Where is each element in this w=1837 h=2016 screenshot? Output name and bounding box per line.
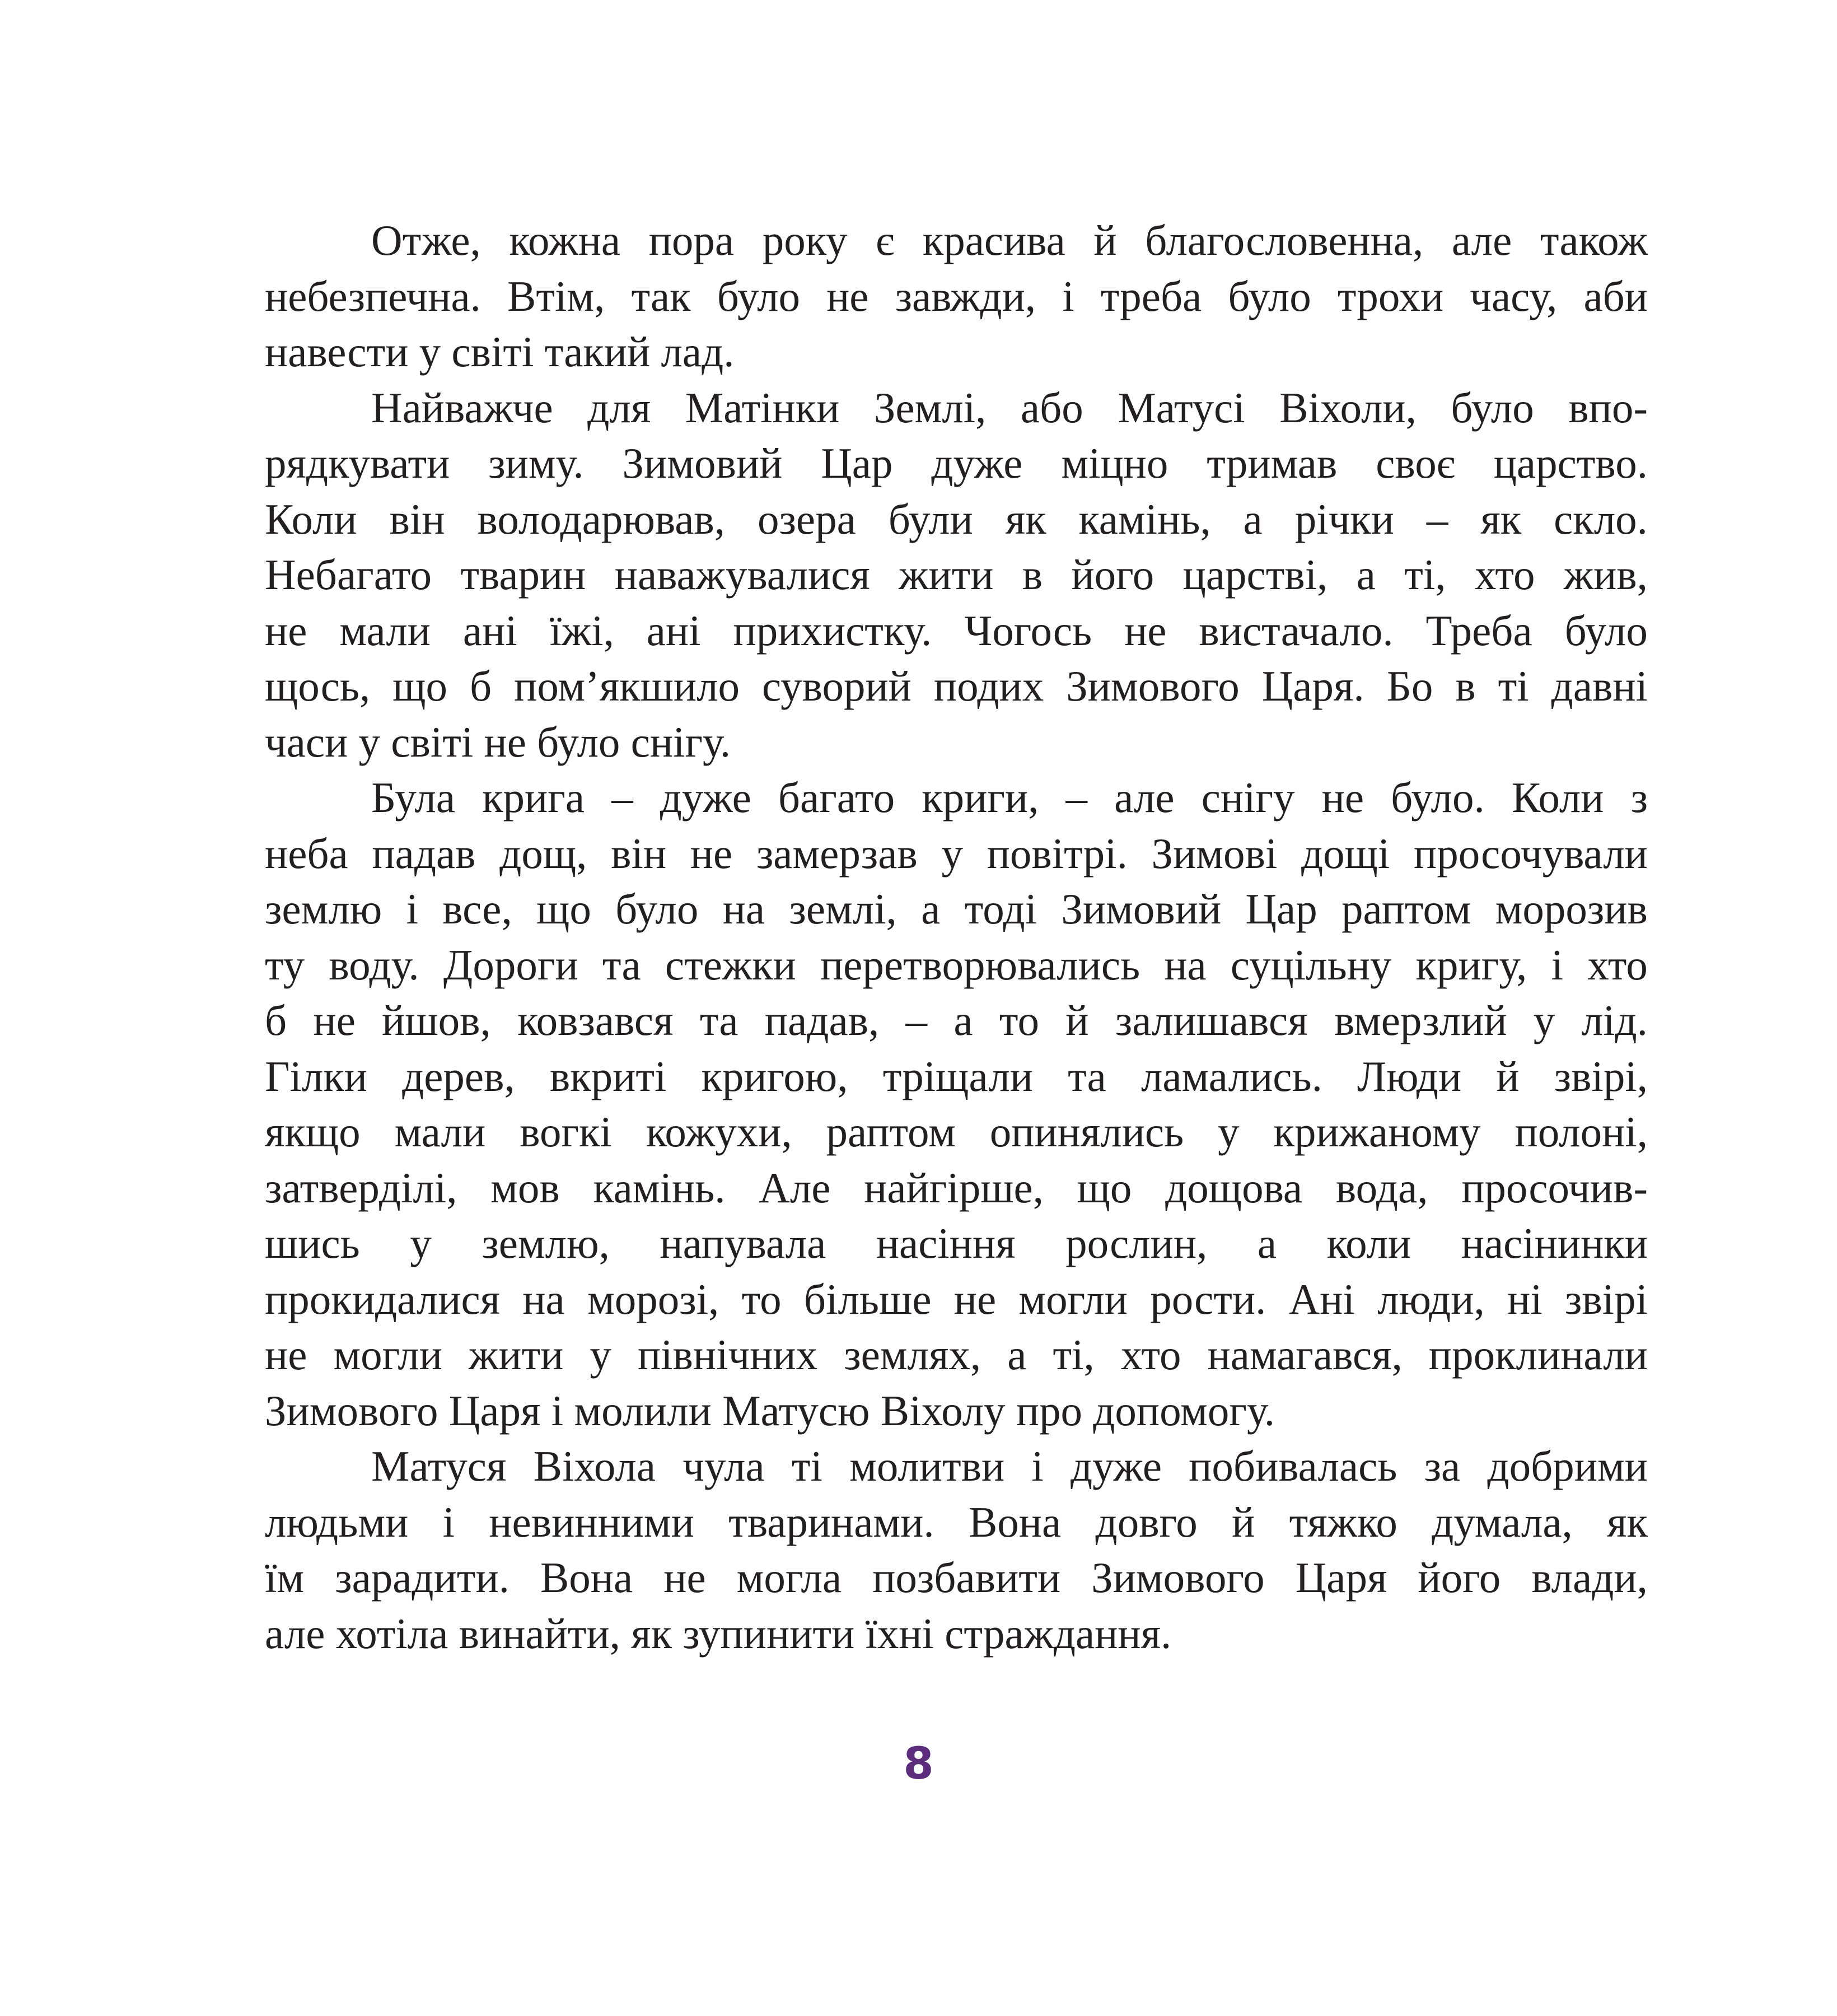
text-line <box>265 1439 1648 1495</box>
word: у <box>941 829 963 878</box>
text-line <box>265 1550 1648 1606</box>
word: тваринами. <box>728 1497 934 1546</box>
word: найгірше, <box>864 1163 1044 1212</box>
word: та <box>699 996 738 1044</box>
word: неба <box>265 829 348 878</box>
word: не <box>1321 773 1364 822</box>
word: й <box>1232 1497 1255 1546</box>
word: Землі, <box>873 383 987 432</box>
word: Але <box>759 1163 831 1212</box>
word: тріщали <box>882 1052 1033 1100</box>
text-line <box>265 993 1648 1049</box>
word: Зимові <box>1151 829 1278 878</box>
word: землю, <box>482 1219 610 1267</box>
word: як <box>1480 494 1522 543</box>
word: раптом <box>826 1108 956 1156</box>
word: що <box>392 662 448 710</box>
word: йшов, <box>382 996 491 1044</box>
word: повітрі. <box>987 829 1128 878</box>
word: подих <box>933 662 1044 710</box>
word: Зимовий <box>1061 885 1222 933</box>
word: перетворювались <box>820 940 1140 989</box>
text-line <box>265 1495 1648 1551</box>
text-line: навести у світі такий лад. <box>265 328 735 376</box>
word: вмерзлий <box>1334 996 1507 1044</box>
text-line <box>265 770 1648 826</box>
word: дерев, <box>402 1052 515 1100</box>
word: побивалась <box>1189 1442 1397 1490</box>
word: наважувалися <box>614 550 870 599</box>
word: залишався <box>1115 996 1308 1044</box>
word: також <box>1540 216 1648 264</box>
word: добрими <box>1487 1442 1648 1490</box>
word: – <box>1065 773 1087 822</box>
word: вистачало. <box>1199 606 1394 655</box>
word: прихистку. <box>733 606 932 655</box>
word: його <box>1071 550 1154 599</box>
text-line <box>265 1327 1648 1383</box>
word: рядкувати <box>265 439 450 487</box>
word: впо- <box>1568 383 1648 432</box>
word: проклинали <box>1428 1331 1648 1379</box>
word: Вона <box>968 1497 1062 1546</box>
text-line: але хотіла винайти, як зупинити їхні страждання. <box>265 1609 1172 1658</box>
word: було <box>615 885 699 933</box>
word: їм <box>265 1553 305 1602</box>
word: людьми <box>265 1497 409 1546</box>
word: аби <box>1583 272 1648 320</box>
word: хто <box>1587 940 1648 989</box>
word: ті, <box>1404 550 1446 599</box>
word: Втім, <box>507 272 605 320</box>
word: міцно <box>1061 439 1168 487</box>
word: його <box>1418 1553 1501 1602</box>
word: і <box>1031 1442 1044 1490</box>
word: Вона <box>540 1553 633 1602</box>
word: падав <box>372 829 476 878</box>
word: а <box>1007 1331 1027 1379</box>
word: кожухи, <box>646 1108 792 1156</box>
word: камінь, <box>1078 494 1211 543</box>
word: насінинки <box>1461 1219 1648 1267</box>
word: жив, <box>1563 550 1648 599</box>
word: що <box>1077 1163 1132 1212</box>
word: мали <box>394 1108 486 1156</box>
word: кожна <box>509 216 621 264</box>
word: було. <box>1391 773 1485 822</box>
word: і <box>1551 940 1563 989</box>
word: – <box>1426 494 1448 543</box>
word: красива <box>922 216 1065 264</box>
word: люди, <box>1377 1275 1485 1323</box>
word: і <box>1062 272 1074 320</box>
word: суцільну <box>1230 940 1392 989</box>
word: благословенна, <box>1145 216 1424 264</box>
word: тяжко <box>1289 1497 1397 1546</box>
word: й <box>1496 1052 1520 1100</box>
word: є <box>876 216 895 264</box>
word: дуже <box>1070 1442 1162 1490</box>
word: Була <box>371 773 456 822</box>
text-line <box>265 380 1648 436</box>
word: у <box>1533 996 1555 1044</box>
word: а <box>1257 1219 1277 1267</box>
word: коли <box>1326 1219 1411 1267</box>
text-line <box>265 213 1648 269</box>
word: ті, <box>1053 1331 1095 1379</box>
word: ту <box>265 940 305 989</box>
word: часу, <box>1470 272 1558 320</box>
word: насіння <box>876 1219 1016 1267</box>
word: вогкі <box>520 1108 612 1156</box>
word: північних <box>637 1331 818 1379</box>
text-line <box>265 1216 1648 1272</box>
word: могли <box>333 1331 442 1379</box>
word: дощова <box>1165 1163 1303 1212</box>
word: якщо <box>265 1108 361 1156</box>
word: Цар <box>821 439 893 487</box>
word: дуже <box>660 773 751 822</box>
word: б <box>470 662 492 710</box>
word: царстві, <box>1182 550 1328 599</box>
text-line <box>265 492 1648 548</box>
word: дощі <box>1301 829 1390 878</box>
word: Зимового <box>1066 662 1240 710</box>
page-number: 8 <box>903 1739 934 1789</box>
word: не <box>1124 606 1167 655</box>
word: звірі <box>1564 1275 1648 1323</box>
word: у <box>1218 1108 1240 1156</box>
word: тоді <box>964 885 1037 933</box>
word: володарював, <box>477 494 726 543</box>
word: не <box>313 996 356 1044</box>
word: озера <box>758 494 856 543</box>
word: падав, <box>764 996 880 1044</box>
word: – <box>611 773 633 822</box>
word: своє <box>1376 439 1455 487</box>
word: як <box>1005 494 1046 543</box>
word: замерзав <box>756 829 918 878</box>
text-line <box>265 436 1648 492</box>
word: було <box>1564 606 1648 655</box>
word: але <box>1451 216 1512 264</box>
word: то <box>741 1275 782 1323</box>
word: не <box>663 1553 706 1602</box>
word: жити <box>469 1331 564 1379</box>
word: раптом <box>1341 885 1471 933</box>
word: але <box>1114 773 1175 822</box>
text-line <box>265 881 1648 937</box>
word: за <box>1424 1442 1461 1490</box>
word: Небагато <box>265 550 432 599</box>
word: думала, <box>1432 1497 1573 1546</box>
word: та <box>602 940 641 989</box>
word: не <box>953 1275 997 1323</box>
word: позбавити <box>872 1553 1061 1602</box>
word: як <box>1607 1497 1648 1546</box>
text-line <box>265 1104 1648 1160</box>
word: Бо <box>1386 662 1433 710</box>
word: снігу <box>1201 773 1295 822</box>
word: шись <box>265 1219 360 1267</box>
word: скло. <box>1554 494 1648 543</box>
word: довго <box>1095 1497 1198 1546</box>
word: тримав <box>1207 439 1338 487</box>
word: царство. <box>1493 439 1648 487</box>
word: камінь. <box>593 1163 726 1212</box>
word: жити <box>899 550 994 599</box>
word: завжди, <box>895 272 1036 320</box>
word: Отже, <box>371 216 481 264</box>
word: Гілки <box>265 1052 367 1100</box>
word: для <box>587 383 651 432</box>
word: річки <box>1294 494 1394 543</box>
word: й <box>1093 216 1117 264</box>
word: пора <box>648 216 735 264</box>
text-line <box>265 1049 1648 1105</box>
text-line <box>265 826 1648 882</box>
word: було <box>1228 272 1311 320</box>
word: ані <box>646 606 701 655</box>
word: Віхола <box>533 1442 656 1490</box>
word: хто <box>1474 550 1535 599</box>
word: прокидалися <box>265 1275 501 1323</box>
word: затверділі, <box>265 1163 457 1212</box>
word: багато <box>778 773 895 822</box>
word: треба <box>1100 272 1202 320</box>
word: не <box>265 1331 307 1379</box>
word: вкриті <box>549 1052 667 1100</box>
word: в <box>1455 662 1476 710</box>
word: то <box>999 996 1039 1044</box>
text-line: Зимового Царя і молили Матусю Віхолу про допомогу. <box>265 1386 1275 1435</box>
word: дуже <box>931 439 1023 487</box>
word: криги, <box>922 773 1039 822</box>
word: і <box>442 1497 455 1546</box>
word: Коли <box>1511 773 1604 822</box>
word: ані <box>462 606 517 655</box>
word: зиму. <box>488 439 584 487</box>
word: чула <box>683 1442 765 1490</box>
word: воду. <box>329 940 419 989</box>
word: Коли <box>265 494 357 543</box>
word: Віхоли, <box>1279 383 1417 432</box>
word: або <box>1020 383 1083 432</box>
word: стежки <box>665 940 796 989</box>
word: – <box>905 996 928 1044</box>
text-line <box>265 1272 1648 1328</box>
word: Матінки <box>685 383 840 432</box>
word: були <box>888 494 973 543</box>
word: давні <box>1551 662 1648 710</box>
word: хто <box>1120 1331 1181 1379</box>
text-line: часи у світі не було снігу. <box>265 717 731 766</box>
word: й <box>1065 996 1089 1044</box>
word: рости. <box>1150 1275 1266 1323</box>
word: на <box>1164 940 1207 989</box>
word: землі, <box>789 885 897 933</box>
word: ні <box>1507 1275 1542 1323</box>
word: а <box>1356 550 1376 599</box>
word: рослин, <box>1065 1219 1208 1267</box>
text-line <box>265 937 1648 993</box>
word: просочували <box>1414 829 1648 878</box>
word: напувала <box>660 1219 826 1267</box>
text-line <box>265 1160 1648 1216</box>
word: ламались. <box>1140 1052 1322 1100</box>
body-text <box>265 213 1648 1662</box>
word: мов <box>490 1163 560 1212</box>
word: звірі, <box>1554 1052 1648 1100</box>
word: Ані <box>1288 1275 1355 1323</box>
word: пом’якшило <box>514 662 740 710</box>
word: вода, <box>1335 1163 1428 1212</box>
word: морозив <box>1495 885 1648 933</box>
word: невинними <box>489 1497 694 1546</box>
word: землю <box>265 885 382 933</box>
word: Зимового <box>1091 1553 1265 1602</box>
word: і <box>406 885 418 933</box>
word: крижаному <box>1273 1108 1481 1156</box>
word: все, <box>442 885 512 933</box>
word: зарадити. <box>335 1553 510 1602</box>
word: крига <box>482 773 585 822</box>
word: він <box>389 494 445 543</box>
word: Царя. <box>1261 662 1364 710</box>
word: Царя <box>1295 1553 1387 1602</box>
word: Найважче <box>371 383 553 432</box>
word: року <box>762 216 848 264</box>
word: Зимовий <box>622 439 783 487</box>
word: морозі, <box>587 1275 719 1323</box>
word: щось, <box>265 662 371 710</box>
word: було <box>1451 383 1534 432</box>
text-line <box>265 659 1648 715</box>
word: а <box>1243 494 1263 543</box>
word: ті <box>1498 662 1529 710</box>
word: небезпечна. <box>265 272 481 320</box>
word: на <box>722 885 765 933</box>
word: Чогось <box>964 606 1092 655</box>
word: дощ, <box>499 829 587 878</box>
word: тварин <box>460 550 586 599</box>
word: могли <box>1018 1275 1128 1323</box>
text-line <box>265 269 1648 325</box>
word: Дороги <box>443 940 578 989</box>
word: а <box>921 885 941 933</box>
word: ті <box>791 1442 822 1490</box>
word: лід. <box>1581 996 1648 1044</box>
word: на <box>522 1275 565 1323</box>
word: Люди <box>1357 1052 1462 1100</box>
word: та <box>1068 1052 1106 1100</box>
word: їжі, <box>549 606 614 655</box>
word: Матуся <box>371 1442 507 1490</box>
word: кригу, <box>1415 940 1527 989</box>
word: у <box>410 1219 432 1267</box>
text-line <box>265 603 1648 659</box>
word: ковзався <box>517 996 674 1044</box>
word: більше <box>803 1275 932 1323</box>
word: так <box>631 272 691 320</box>
word: просочив- <box>1461 1163 1648 1212</box>
word: Треба <box>1425 606 1532 655</box>
word: влади, <box>1531 1553 1648 1602</box>
word: землях, <box>844 1331 981 1379</box>
word: не <box>826 272 869 320</box>
word: з <box>1630 773 1648 822</box>
word: Цар <box>1245 885 1317 933</box>
word: а <box>953 996 973 1044</box>
text-line <box>265 547 1648 603</box>
word: полоні, <box>1515 1108 1648 1156</box>
word: кригою, <box>701 1052 848 1100</box>
word: в <box>1022 550 1043 599</box>
word: опинялись <box>989 1108 1184 1156</box>
word: суворий <box>761 662 912 710</box>
word: могла <box>736 1553 842 1602</box>
word: трохи <box>1337 272 1444 320</box>
word: намагався, <box>1207 1331 1403 1379</box>
word: б <box>265 996 287 1044</box>
word: молитви <box>849 1442 1005 1490</box>
word: не <box>690 829 733 878</box>
word: він <box>611 829 667 878</box>
word: у <box>590 1331 611 1379</box>
word: мали <box>339 606 431 655</box>
word: що <box>536 885 591 933</box>
word: не <box>265 606 307 655</box>
word: було <box>717 272 801 320</box>
word: Матусі <box>1118 383 1245 432</box>
